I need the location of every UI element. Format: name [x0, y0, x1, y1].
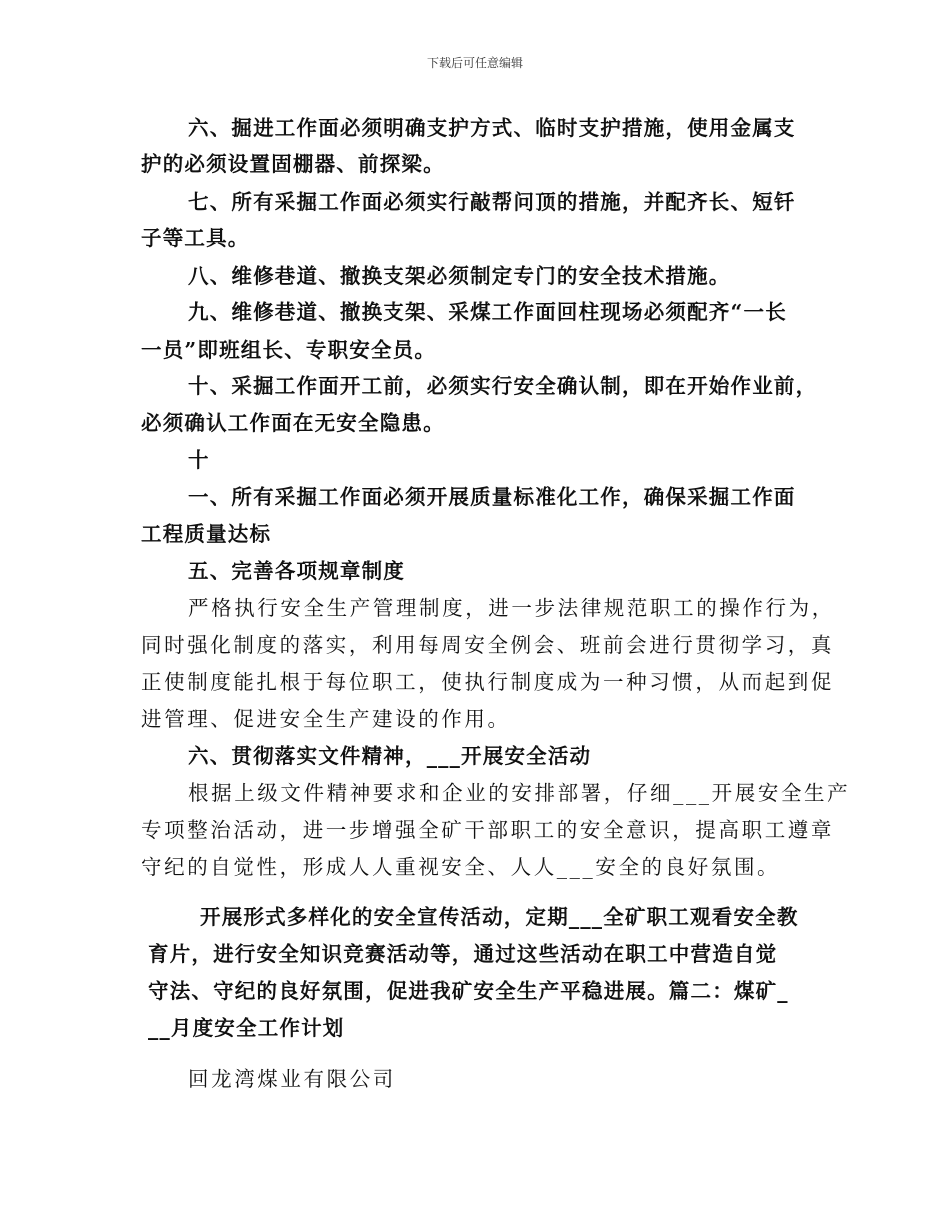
text-line: 根据上级文件精神要求和企业的安排部署，仔细___开展安全生产	[188, 781, 851, 805]
company-name: 回龙湾煤业有限公司	[188, 1067, 396, 1091]
text-line: 正使制度能扎根于每位职工，使执行制度成为一种习惯，从而起到促	[141, 670, 834, 694]
text-line: 十	[188, 448, 210, 472]
text-line: 十、采掘工作面开工前，必须实行安全确认制，即在开始作业前，	[188, 374, 818, 398]
text-line: 严格执行安全生产管理制度，进一步法律规范职工的操作行为，	[188, 596, 835, 620]
text-line: 守纪的自觉性，形成人人重视安全、人人___安全的良好氛围。	[141, 855, 781, 879]
text-line: __月度安全工作计划	[148, 1016, 345, 1040]
text-line: 一、所有采掘工作面必须开展质量标准化工作，确保采掘工作面	[188, 485, 796, 509]
text-line: 护的必须设置固棚器、前探梁。	[141, 152, 445, 176]
text-line: 九、维修巷道、撤换支架、采煤工作面回柱现场必须配齐“一长	[188, 300, 787, 324]
text-line: 育片，进行安全知识竞赛活动等，通过这些活动在职工中营造自觉	[148, 942, 778, 966]
text-line: 六、掘进工作面必须明确支护方式、临时支护措施，使用金属支	[188, 116, 796, 140]
text-line: 八、维修巷道、撤换支架必须制定专门的安全技术措施。	[188, 264, 731, 288]
text-line: 开展形式多样化的安全宣传活动，定期___全矿职工观看安全教	[200, 905, 799, 929]
text-line: 七、所有采掘工作面必须实行敲帮问顶的措施，并配齐长、短钎	[188, 190, 796, 214]
text-line: 进管理、促进安全生产建设的作用。	[141, 707, 511, 731]
text-line: 工程质量达标	[141, 522, 272, 546]
text-line: 一员”即班组长、专职安全员。	[141, 338, 437, 362]
text-line: 子等工具。	[141, 226, 250, 250]
text-line: 同时强化制度的落实，利用每周安全例会、班前会进行贯彻学习，真	[141, 633, 834, 657]
text-line: 专项整治活动，进一步增强全矿干部职工的安全意识，提高职工遵章	[141, 818, 834, 842]
section-heading: 五、完善各项规章制度	[188, 559, 405, 583]
text-line: 必须确认工作面在无安全隐患。	[141, 411, 445, 435]
page-header: 下载后可任意编辑	[426, 56, 523, 70]
section-heading: 六、贯彻落实文件精神，___开展安全活动	[188, 744, 592, 768]
text-line: 守法、守纪的良好氛围，促进我矿安全生产平稳进展。篇二：煤矿_	[148, 979, 789, 1003]
